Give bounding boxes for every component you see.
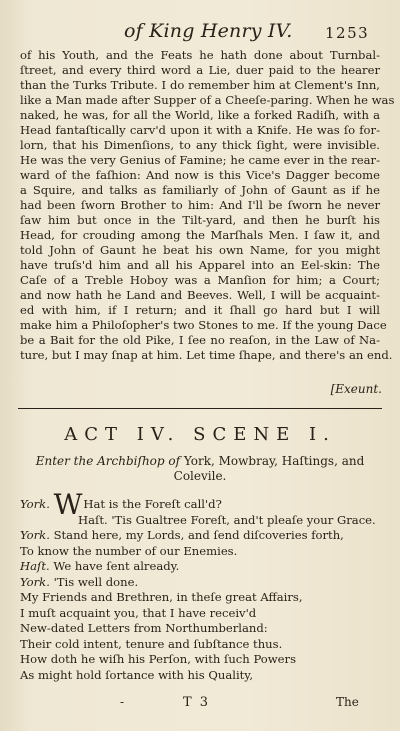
prose-line: ture, but I may ſnap at him. Let time ſhape, and there's an end. bbox=[20, 348, 393, 362]
prose-paragraph bbox=[20, 48, 395, 363]
dialogue-text: Their cold intent, tenure and ſubſtance thus. bbox=[20, 636, 283, 651]
prose-line: a Squire, and talks as familiarly of John of Gaunt as if he bbox=[20, 183, 380, 197]
prose-line: like a Man made after Supper of a Cheeſe-paring. When he was bbox=[20, 93, 395, 107]
prose-line: be a Bait for the old Pike, I ſee no reaſon, in the Law of Na- bbox=[20, 333, 380, 347]
dialogue-text: As might hold ſortance with his Quality, bbox=[20, 667, 254, 682]
prose-line: ed with him, if I return; and it ſhall go hard but I will bbox=[20, 303, 380, 317]
stage-direction-names-last: Colevile. bbox=[173, 469, 227, 483]
signature-mark: T 3 bbox=[183, 695, 211, 710]
running-head bbox=[0, 20, 400, 46]
dialogue-line bbox=[20, 528, 380, 544]
dialogue-line bbox=[20, 637, 380, 653]
prose-line: and now hath he Land and Beeves. Well, I will be acquaint- bbox=[20, 288, 380, 302]
act-scene-heading: ACT IV. SCENE I. bbox=[64, 424, 336, 445]
dialogue-text: Stand here, my Lords, and ſend diſcoveries forth, bbox=[53, 528, 344, 542]
dialogue-text: To know the number of our Enemies. bbox=[20, 543, 238, 558]
dialogue bbox=[20, 488, 380, 683]
footer-dash: - bbox=[120, 695, 125, 709]
dialogue-line bbox=[20, 575, 380, 591]
stage-direction-names: York, Mowbray, Haſtings, and bbox=[183, 454, 365, 468]
prose-line: Head fantaſtically carv'd upon it with a Knife. He was ſo for- bbox=[20, 123, 380, 137]
catchword: The bbox=[336, 695, 359, 709]
section-divider bbox=[18, 408, 382, 409]
dialogue-text: Haſt. 'Tis Gualtree Foreſt, and't pleaſe your Grace. bbox=[78, 512, 376, 527]
speaker-name: York. bbox=[20, 528, 50, 542]
dialogue-text: New-dated Letters from Northumberland: bbox=[20, 621, 268, 635]
speaker-name: York. bbox=[20, 497, 50, 511]
prose-line: have truſs'd him and all his Apparel into an Eel-skin: The bbox=[20, 258, 380, 272]
stage-direction bbox=[20, 454, 380, 484]
page-footer bbox=[0, 695, 400, 713]
dialogue-line bbox=[20, 544, 380, 560]
dialogue-line bbox=[20, 513, 380, 529]
prose-line: ſtreet, and every third word a Lie, duer paid to the hearer bbox=[20, 63, 380, 77]
prose-line: told John of Gaunt he beat his own Name, for you might bbox=[20, 243, 380, 257]
prose-line: Caſe of a Treble Hoboy was a Manſion for him; a Court; bbox=[20, 273, 380, 287]
dialogue-text: I muſt acquaint you, that I have receiv'd bbox=[20, 605, 257, 620]
prose-line: had been ſworn Brother to him: And I'll be ſworn he never bbox=[20, 198, 380, 212]
dialogue-line bbox=[20, 621, 380, 637]
prose-line: ward of the faſhion: And now is this Vice's Dagger become bbox=[20, 168, 380, 182]
dialogue-line bbox=[20, 652, 380, 668]
dialogue-text: 'Tis well done. bbox=[53, 574, 139, 589]
dialogue-line bbox=[20, 606, 380, 622]
page-number: 1253 bbox=[325, 24, 370, 42]
stage-direction-enter: Enter the Archbiſhop of bbox=[35, 454, 181, 468]
dialogue-text: My Friends and Brethren, in theſe great Affairs, bbox=[20, 590, 303, 604]
prose-line: ſaw him but once in the Tilt-yard, and then he burſt his bbox=[20, 213, 380, 227]
dialogue-line bbox=[20, 668, 380, 684]
running-title: of King Henry IV. bbox=[124, 20, 293, 42]
dialogue-text: Hat is the Foreſt call'd? bbox=[83, 497, 222, 511]
speaker-name: Haſt. bbox=[20, 559, 50, 573]
drop-cap: W bbox=[53, 488, 83, 521]
prose-line: than the Turks Tribute. I do remember him at Clement's Inn, bbox=[20, 78, 380, 92]
prose-line: Head, for crouding among the Marſhals Men. I ſaw it, and bbox=[20, 228, 380, 242]
exeunt-direction: [Exeunt. bbox=[330, 382, 382, 396]
dialogue-text: How doth he wiſh his Perſon, with ſuch Powers bbox=[20, 652, 297, 666]
dialogue-text: We have ſent already. bbox=[53, 559, 180, 573]
dialogue-line bbox=[20, 590, 380, 606]
prose-line: make him a Philoſopher's two Stones to me. If the young Dace bbox=[20, 318, 387, 332]
speaker-name: York. bbox=[20, 574, 50, 589]
prose-line: of his Youth, and the Feats he hath done about Turnbal- bbox=[20, 48, 380, 62]
prose-line: He was the very Genius of Famine; he came ever in the rear- bbox=[20, 153, 380, 167]
prose-line: lorn, that his Dimenſions, to any thick ſight, were invisible. bbox=[20, 138, 380, 152]
prose-line: naked, he was, for all the World, like a forked Radiſh, with a bbox=[20, 108, 380, 122]
dialogue-line bbox=[20, 559, 380, 575]
